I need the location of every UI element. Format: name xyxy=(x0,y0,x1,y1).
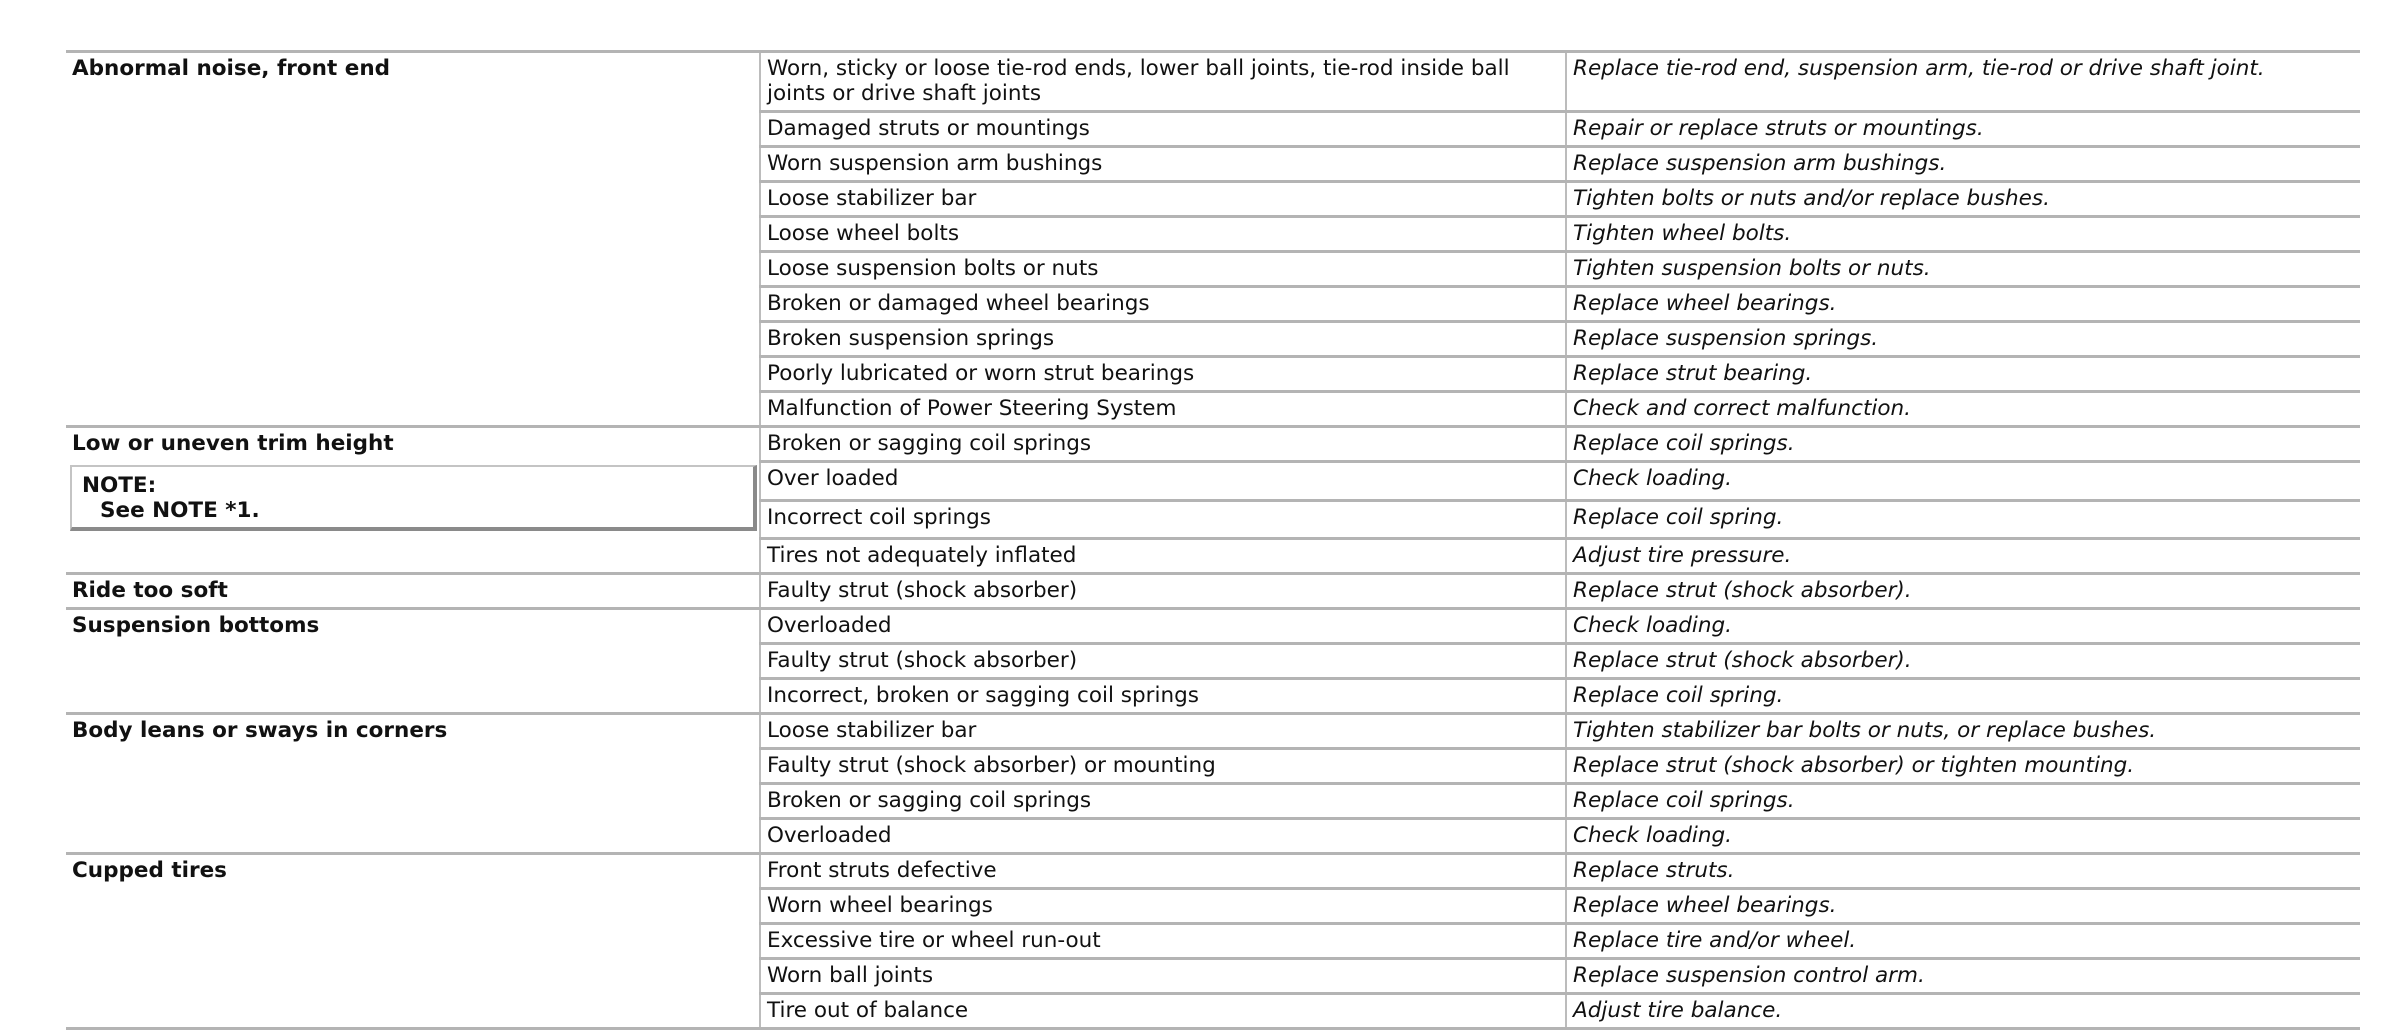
cause-cell: Poorly lubricated or worn strut bearings xyxy=(760,357,1566,392)
table-row xyxy=(66,784,2360,819)
cause-cell: Overloaded xyxy=(760,819,1566,854)
cause-cell: Incorrect, broken or sagging coil springs xyxy=(760,679,1566,714)
remedy-cell: Replace strut (shock absorber). xyxy=(1566,574,2360,609)
remedy-cell: Tighten suspension bolts or nuts. xyxy=(1566,252,2360,287)
table-row xyxy=(66,854,2360,889)
remedy-cell: Replace tie-rod end, suspension arm, tie-rod or drive shaft joint. xyxy=(1566,52,2360,112)
cause-cell: Worn ball joints xyxy=(760,959,1566,994)
table-row xyxy=(66,217,2360,252)
remedy-cell: Replace strut (shock absorber) or tighten mounting. xyxy=(1566,749,2360,784)
troubleshooting-table xyxy=(66,50,2360,1030)
remedy-cell: Repair or replace struts or mountings. xyxy=(1566,112,2360,147)
table-row xyxy=(66,994,2360,1029)
cause-cell: Faulty strut (shock absorber) xyxy=(760,644,1566,679)
empty-condition-cell xyxy=(66,182,760,217)
condition-cell: Ride too soft xyxy=(66,574,760,609)
cause-cell: Tires not adequately inflated xyxy=(760,539,1566,574)
table-row xyxy=(66,357,2360,392)
cause-cell: Broken or sagging coil springs xyxy=(760,784,1566,819)
table-row xyxy=(66,819,2360,854)
remedy-cell: Replace wheel bearings. xyxy=(1566,287,2360,322)
empty-condition-cell xyxy=(66,252,760,287)
empty-condition-cell xyxy=(66,322,760,357)
cause-cell: Loose suspension bolts or nuts xyxy=(760,252,1566,287)
empty-condition-cell xyxy=(66,217,760,252)
remedy-cell: Replace tire and/or wheel. xyxy=(1566,924,2360,959)
cause-cell: Worn wheel bearings xyxy=(760,889,1566,924)
table-row xyxy=(66,924,2360,959)
cause-cell: Loose wheel bolts xyxy=(760,217,1566,252)
note-text: See NOTE *1. xyxy=(100,497,260,523)
remedy-cell: Replace suspension arm bushings. xyxy=(1566,147,2360,182)
empty-condition-cell xyxy=(66,287,760,322)
empty-condition-cell xyxy=(66,889,760,924)
troubleshooting-table-body xyxy=(66,52,2360,1029)
cause-cell: Faulty strut (shock absorber) xyxy=(760,574,1566,609)
remedy-cell: Tighten bolts or nuts and/or replace bushes. xyxy=(1566,182,2360,217)
remedy-cell: Check loading. xyxy=(1566,609,2360,644)
table-row xyxy=(66,889,2360,924)
remedy-cell: Replace strut (shock absorber). xyxy=(1566,644,2360,679)
table-row xyxy=(66,322,2360,357)
condition-cell: Suspension bottoms xyxy=(66,609,760,644)
empty-condition-cell xyxy=(66,959,760,994)
remedy-cell: Replace suspension control arm. xyxy=(1566,959,2360,994)
table-row xyxy=(66,252,2360,287)
note-box xyxy=(70,465,757,531)
empty-condition-cell xyxy=(66,539,760,574)
remedy-cell: Replace suspension springs. xyxy=(1566,322,2360,357)
table-row xyxy=(66,147,2360,182)
note-label: NOTE: xyxy=(82,472,157,498)
empty-condition-cell xyxy=(66,749,760,784)
cause-cell: Damaged struts or mountings xyxy=(760,112,1566,147)
empty-condition-cell xyxy=(66,784,760,819)
table-row xyxy=(66,574,2360,609)
empty-condition-cell xyxy=(66,924,760,959)
cause-cell: Worn, sticky or loose tie-rod ends, lower ball joints, tie-rod inside ball joints or drive shaft joints xyxy=(760,52,1566,112)
remedy-cell: Check loading. xyxy=(1566,462,2360,501)
cause-cell: Tire out of balance xyxy=(760,994,1566,1029)
cause-cell: Broken or sagging coil springs xyxy=(760,427,1566,462)
table-row xyxy=(66,427,2360,462)
cause-cell: Excessive tire or wheel run-out xyxy=(760,924,1566,959)
cause-cell: Worn suspension arm bushings xyxy=(760,147,1566,182)
note-cell xyxy=(66,462,760,539)
cause-cell: Front struts defective xyxy=(760,854,1566,889)
condition-cell: Abnormal noise, front end xyxy=(66,52,760,112)
remedy-cell: Replace strut bearing. xyxy=(1566,357,2360,392)
empty-condition-cell xyxy=(66,147,760,182)
empty-condition-cell xyxy=(66,819,760,854)
empty-condition-cell xyxy=(66,994,760,1029)
cause-cell: Over loaded xyxy=(760,462,1566,501)
cause-cell: Broken or damaged wheel bearings xyxy=(760,287,1566,322)
table-row xyxy=(66,714,2360,749)
table-row xyxy=(66,112,2360,147)
condition-cell: Low or uneven trim height xyxy=(66,427,760,462)
cause-cell: Faulty strut (shock absorber) or mounting xyxy=(760,749,1566,784)
table-row xyxy=(66,392,2360,427)
table-row xyxy=(66,287,2360,322)
cause-cell: Loose stabilizer bar xyxy=(760,182,1566,217)
remedy-cell: Replace coil springs. xyxy=(1566,427,2360,462)
table-row xyxy=(66,959,2360,994)
remedy-cell: Adjust tire pressure. xyxy=(1566,539,2360,574)
remedy-cell: Check and correct malfunction. xyxy=(1566,392,2360,427)
table-row xyxy=(66,182,2360,217)
table-row xyxy=(66,644,2360,679)
empty-condition-cell xyxy=(66,357,760,392)
empty-condition-cell xyxy=(66,679,760,714)
remedy-cell: Replace coil springs. xyxy=(1566,784,2360,819)
remedy-cell: Replace coil spring. xyxy=(1566,679,2360,714)
remedy-cell: Check loading. xyxy=(1566,819,2360,854)
empty-condition-cell xyxy=(66,392,760,427)
table-row xyxy=(66,539,2360,574)
condition-cell: Cupped tires xyxy=(66,854,760,889)
condition-cell: Body leans or sways in corners xyxy=(66,714,760,749)
cause-cell: Malfunction of Power Steering System xyxy=(760,392,1566,427)
remedy-cell: Replace struts. xyxy=(1566,854,2360,889)
empty-condition-cell xyxy=(66,644,760,679)
table-row xyxy=(66,679,2360,714)
remedy-cell: Replace coil spring. xyxy=(1566,500,2360,539)
remedy-cell: Adjust tire balance. xyxy=(1566,994,2360,1029)
table-row xyxy=(66,749,2360,784)
cause-cell: Loose stabilizer bar xyxy=(760,714,1566,749)
table-row xyxy=(66,52,2360,112)
remedy-cell: Tighten wheel bolts. xyxy=(1566,217,2360,252)
remedy-cell: Replace wheel bearings. xyxy=(1566,889,2360,924)
cause-cell: Overloaded xyxy=(760,609,1566,644)
table-row xyxy=(66,462,2360,501)
remedy-cell: Tighten stabilizer bar bolts or nuts, or replace bushes. xyxy=(1566,714,2360,749)
cause-cell: Incorrect coil springs xyxy=(760,500,1566,539)
empty-condition-cell xyxy=(66,112,760,147)
table-row xyxy=(66,609,2360,644)
cause-cell: Broken suspension springs xyxy=(760,322,1566,357)
